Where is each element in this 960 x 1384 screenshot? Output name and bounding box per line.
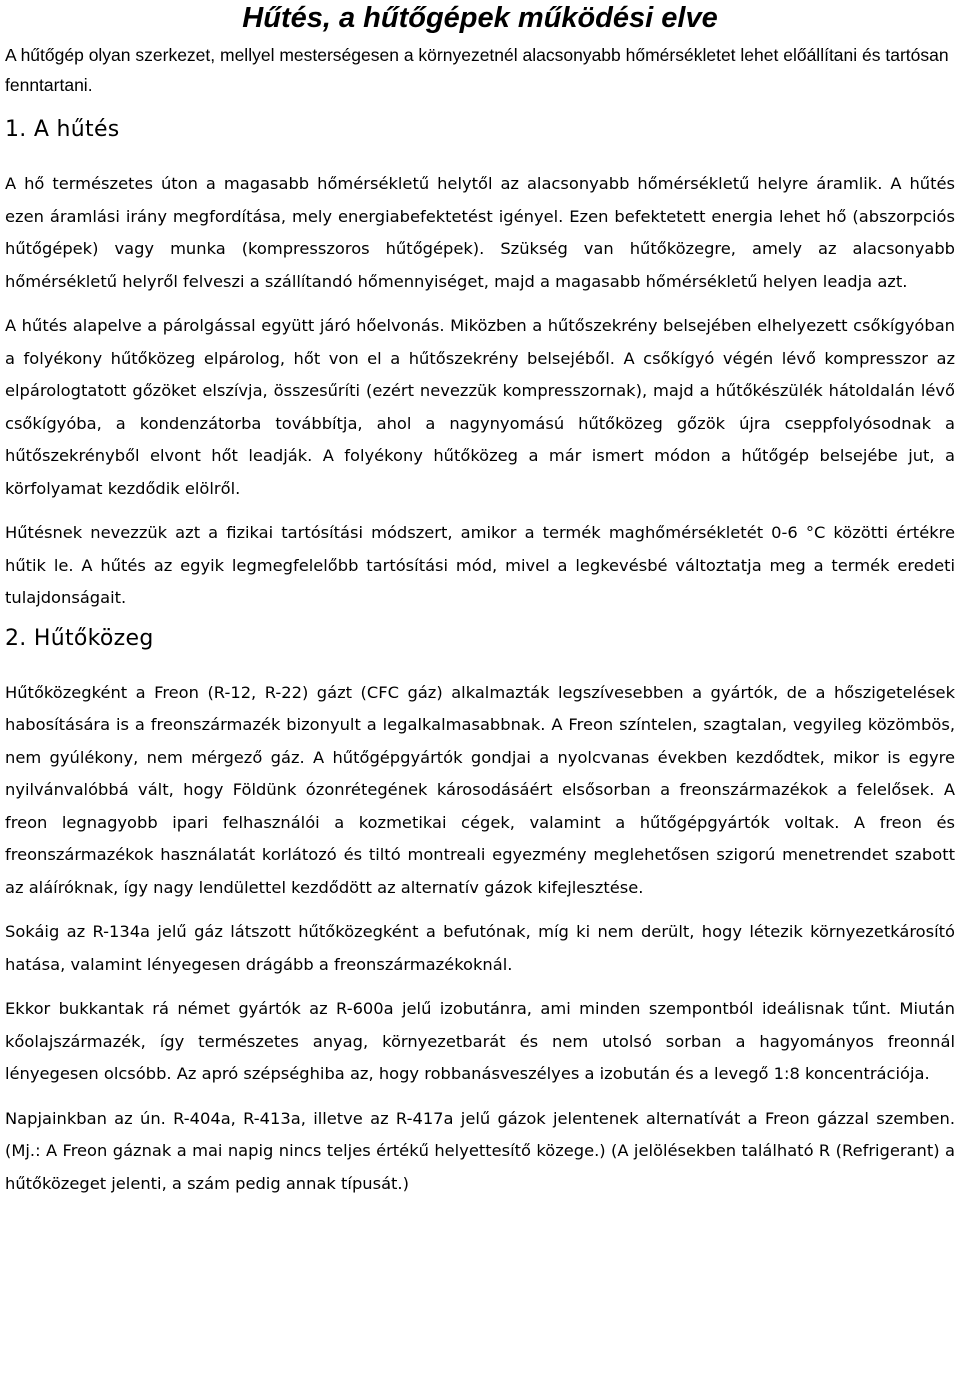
paragraph: Napjainkban az ún. R-404a, R-413a, illetve az R-417a jelű gázok jelentenek alternatívát a Freon gázzal szemben. (Mj.: A Freon gáznak a mai napig nincs teljes értékű helyettesítő közege.) (A jelölésekben található R (Refrigerant) a hűtőközeget jelenti, a szám pedig annak típusát.) xyxy=(5,1108,955,1193)
document-page xyxy=(5,0,955,1212)
paragraph: Hűtőközegként a Freon (R-12, R-22) gázt (CFC gáz) alkalmazták legszívesebben a gyártók, de a hőszigetelések habosítására is a freonszármazék bizonyult a legalkalmasabbnak. A Freon színtelen, szagtalan, vegyileg közömbös, nem gyúlékony, nem mérgező gáz. A hűtőgépgyártók gondjai a nyolcvanas években kezdődtek, mikor is egyre nyilvánvalóbbá vált, hogy Földünk ózonrétegének károsodásáért elsősorban a freonszármazékok a felelősek. A freon legnagyobb ipari felhasználói a kozmetikai cégek, valamint a hűtőgépgyártók voltak. A freon és freonszármazékok használatát korlátozó és tiltó montreali egyezmény meglehetősen szigorú menetrendet szabott az aláíróknak, így nagy lendülettel kezdődött az alternatív gázok kifejlesztése. xyxy=(5,682,955,897)
page-title: Hűtés, a hűtőgépek működési elve xyxy=(242,2,718,34)
paragraph: Ekkor bukkantak rá német gyártók az R-600a jelű izobutánra, ami minden szempontból ideálisnak tűnt. Miután kőolajszármazék, így természetes anyag, környezetbarát és nem utolsó sorban a hagyományos freonnál lényegesen olcsóbb. Az apró szépséghiba az, hogy robbanásveszélyes a izobután és a levegő 1:8 koncentrációja. xyxy=(5,999,955,1083)
intro-paragraph: A hűtőgép olyan szerkezet, mellyel mesterségesen a környezetnél alacsonyabb hőmérsékletet lehet előállítani és tartósan fenntartani. xyxy=(5,45,949,95)
paragraph: A hő természetes úton a magasabb hőmérsékletű helytől az alacsonyabb hőmérsékletű helyre áramlik. A hűtés ezen áramlási irány megfordítása, mely energiabefektetést igényel. Ezen befektetett energia lehet hő (abszorpciós hűtőgépek) vagy munka (kompresszoros hűtőgépek). Szükség van hűtőközegre, amely az alacsonyabb hőmérsékletű helyről felveszi a szállítandó hőmennyiséget, majd a magasabb hőmérsékletű helyen leadja azt. xyxy=(5,174,955,291)
paragraph: A hűtés alapelve a párolgással együtt járó hőelvonás. Miközben a hűtőszekrény belsejében elhelyezett csőkígyóban a folyékony hűtőközeg elpárolog, hőt von el a hűtőszekrény belsejéből. A csőkígyó végén lévő kompresszor az elpárologtatott gőzöket elszívja, összesűríti (ezért nevezzük kompresszornak), majd a hűtőkészülék hátoldalán lévő csőkígyóba, a kondenzátorba továbbítja, ahol a nagynyomású hűtőközeg gőzök újra cseppfolyósodnak a hűtőszekrényből elvont hőt leadják. A folyékony hűtőközeg a már ismert módon a hűtőgép belsejébe jut, a körfolyamat kezdődik elölről. xyxy=(5,316,955,498)
paragraph: Hűtésnek nevezzük azt a fizikai tartósítási módszert, amikor a termék maghőmérsékletét 0-6 °C közötti értékre hűtik le. A hűtés az egyik legmegfelelőbb tartósítási mód, mivel a legkevésbé változtatja meg a termék eredeti tulajdonságait. xyxy=(5,523,955,607)
section-heading-hutokozeg: 2. Hűtőközeg xyxy=(5,625,154,651)
paragraph: Sokáig az R-134a jelű gáz látszott hűtőközegként a befutónak, míg ki nem derült, hogy létezik környezetkárosító hatása, valamint lényegesen drágább a freonszármazékoknál. xyxy=(5,922,955,974)
section-heading-hutes: 1. A hűtés xyxy=(5,117,120,142)
